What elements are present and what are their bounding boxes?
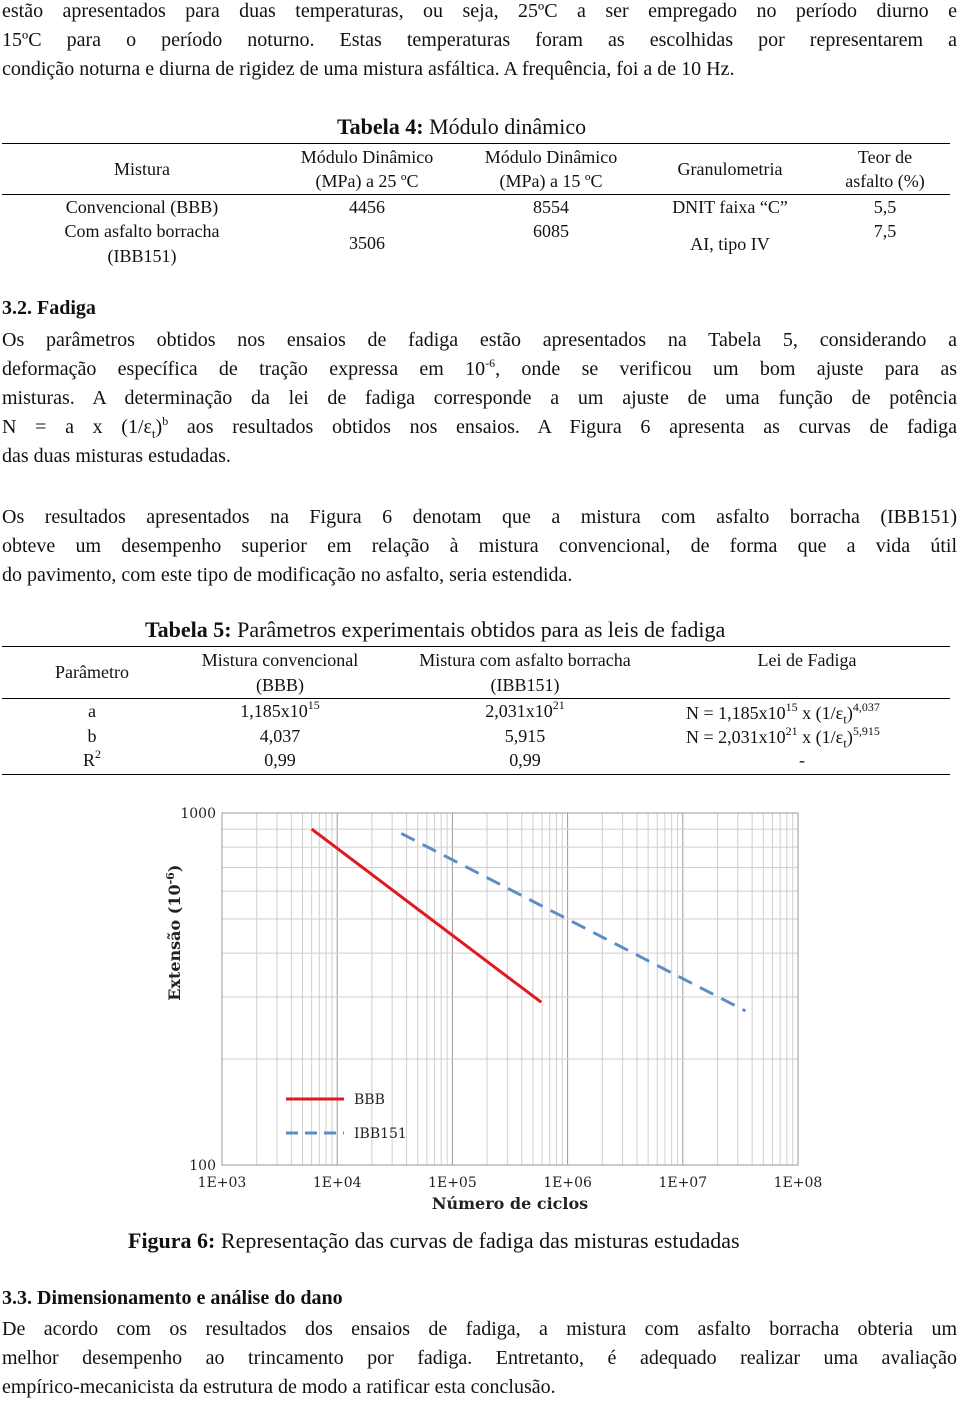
paragraph-line: Os resultados apresentados na Figura 6 denotam que a mistura com asfalto borracha (IBB151) [2, 506, 957, 528]
legend-label: BBB [354, 1092, 385, 1108]
paragraph-line: N = a x $(1/\varepsilon_t)^b$ aos resultados obtidos nos ensaios. A Figura 6 apresenta as curvas de fadiga [2, 414, 957, 441]
y-axis-label-exponent: -6 [164, 872, 177, 885]
header-granulometria: Granulometria [677, 159, 783, 179]
x-tick-label: 1E+08 [773, 1175, 823, 1191]
table-5-caption-label: Tabela 5: [145, 617, 232, 642]
header-mistura-convencional: Mistura convencional [201, 650, 359, 670]
table-cell: 5,915 [504, 726, 546, 746]
fatigue-law-ibb151: $N = 2,031x10^{21}$ x $(1/\varepsilon_t)^{5,915}$ [686, 724, 880, 751]
chart-series [312, 829, 746, 1011]
table-cell: $R^2$ [82, 747, 101, 770]
intro-line: condição noturna e diurna de rigidez de uma mistura asfáltica. A frequência, foi a de 10 Hz. [2, 58, 735, 80]
header-teor: Teor de [857, 147, 913, 167]
chart-grid [222, 813, 798, 1165]
table-cell: b [87, 726, 97, 746]
table-cell: 7,5 [873, 221, 897, 241]
header-teor: asfalto (%) [845, 171, 925, 191]
x-tick-label: 1E+03 [197, 1175, 247, 1191]
paragraph-line: melhor desempenho ao trincamento por fadiga. Entretanto, é adequado realizar uma avaliação [2, 1347, 957, 1369]
table-cell: Convencional (BBB) [65, 197, 219, 217]
legend-label: IBB151 [354, 1126, 407, 1142]
section-3-2-paragraph-1 [2, 326, 957, 471]
fatigue-chart [150, 795, 830, 1225]
table-cell: - [799, 750, 805, 770]
y-axis-label-end: ) [165, 864, 184, 873]
table-cell: 3506 [349, 233, 385, 253]
header-modulo-25: (MPa) a 25 ºC [315, 171, 419, 191]
header-modulo-25: Módulo Dinâmico [300, 147, 434, 167]
table-4-caption-label: Tabela 4: [337, 114, 424, 139]
y-tick-label: 1000 [180, 806, 216, 822]
x-tick-label: 1E+05 [428, 1175, 477, 1191]
intro-paragraph [2, 0, 957, 84]
header-modulo-15: Módulo Dinâmico [484, 147, 618, 167]
table-cell: 4456 [349, 197, 385, 217]
section-3-3-paragraph [2, 1315, 957, 1402]
table-cell: 0,99 [509, 750, 541, 770]
table-5-caption-text: Parâmetros experimentais obtidos para as leis de fadiga [231, 617, 726, 642]
header-mistura: Mistura [114, 159, 170, 179]
y-axis-label-main: Extensão (10 [165, 884, 184, 1001]
header-parametro: Parâmetro [55, 662, 129, 682]
table-cell: a [88, 701, 96, 721]
table-4-top-rule [2, 143, 950, 144]
header-mistura-borracha: (IBB151) [490, 675, 560, 695]
paragraph-line: De acordo com os resultados dos ensaios de fadiga, a mistura com asfalto borracha obteria um [2, 1318, 957, 1340]
paragraph-line: deformação específica de tração expressa em $10^{-6}$, onde se verificou um bom ajuste para as [2, 356, 958, 380]
table-cell: 0,99 [264, 750, 296, 770]
plot-frame [222, 813, 798, 1165]
table-cell: 5,5 [873, 197, 897, 217]
table-cell: (IBB151) [107, 246, 177, 266]
intro-line: estão apresentados para duas temperaturas, ou seja, 25ºC a ser empregado no período diurno e [2, 0, 957, 22]
paragraph-line: do pavimento, com este tipo de modificação no asfalto, seria estendida. [2, 564, 573, 586]
table-cell: 4,037 [259, 726, 301, 746]
paragraph-line: obteve um desempenho superior em relação à mistura convencional, de forma que a vida útil [2, 535, 957, 557]
figure-6-caption-label: Figura 6: [128, 1228, 216, 1253]
x-tick-label: 1E+04 [312, 1175, 362, 1191]
section-3-3-heading: 3.3. Dimensionamento e análise do dano [2, 1287, 343, 1309]
header-mistura-borracha: Mistura com asfalto borracha [419, 650, 631, 670]
y-tick-label: 100 [189, 1158, 216, 1174]
paragraph-line: Os parâmetros obtidos nos ensaios de fadiga estão apresentados na Tabela 5, considerando a [2, 329, 957, 351]
table-5-caption [145, 617, 725, 643]
table-5-top-rule [2, 646, 950, 647]
section-3-2-paragraph-2 [2, 503, 957, 590]
header-modulo-15: (MPa) a 15 ºC [499, 171, 603, 191]
fatigue-law-bbb: $N = 1,185x10^{15}$ x $(1/\varepsilon_t)^{4,037}$ [686, 700, 880, 727]
table-5-bottom-rule [2, 774, 950, 775]
series-line-ibb151 [401, 833, 745, 1010]
chart-legend [286, 1092, 407, 1142]
x-axis-label: Número de ciclos [431, 1194, 589, 1213]
table-cell: 8554 [533, 197, 569, 217]
x-tick-label: 1E+06 [543, 1175, 592, 1191]
y-axis-label [164, 865, 184, 1001]
header-lei-de-fadiga: Lei de Fadiga [757, 650, 857, 670]
figure-6-caption [128, 1228, 740, 1254]
table-4-caption-text: Módulo dinâmico [423, 114, 587, 139]
x-tick-label: 1E+07 [658, 1175, 708, 1191]
table-4-caption [337, 114, 586, 140]
paragraph-line: misturas. A determinação da lei de fadiga corresponde a um ajuste de uma função de potência [2, 387, 957, 409]
table-cell: $2,031x10^{21}$ [485, 698, 565, 721]
section-3-2-heading: 3.2. Fadiga [2, 297, 96, 319]
paragraph-line: das duas misturas estudadas. [2, 445, 231, 467]
header-mistura-convencional: (BBB) [255, 675, 304, 695]
table-cell: Com asfalto borracha [64, 221, 220, 241]
table-cell: $1,185x10^{15}$ [240, 698, 320, 721]
table-cell: AI, tipo IV [690, 234, 770, 254]
table-cell: DNIT faixa “C” [672, 197, 788, 217]
figure-6-caption-text: Representação das curvas de fadiga das misturas estudadas [215, 1228, 740, 1253]
intro-line: 15ºC para o período noturno. Estas temperaturas foram as escolhidas por representarem a [2, 29, 957, 51]
table-cell: 6085 [533, 221, 569, 241]
paragraph-line: empírico-mecanicista da estrutura de modo a ratificar esta conclusão. [2, 1376, 556, 1398]
